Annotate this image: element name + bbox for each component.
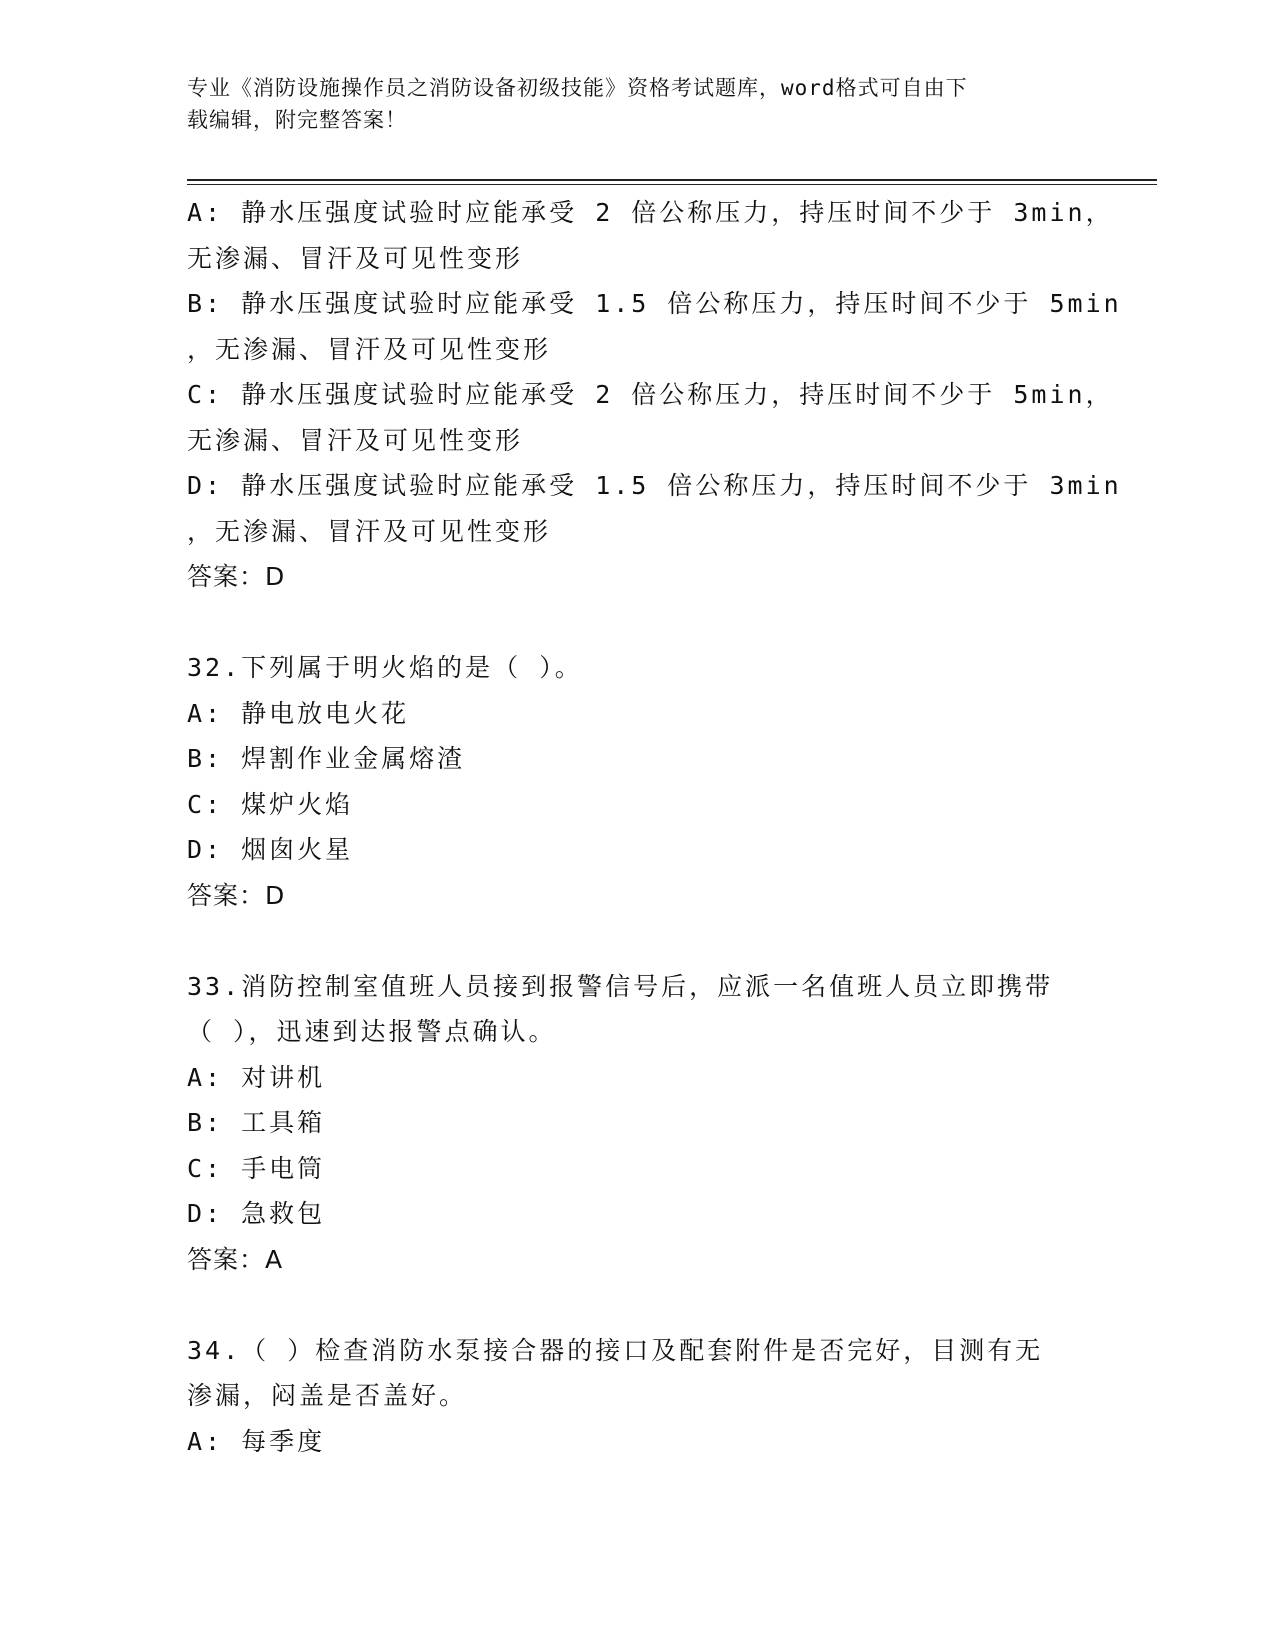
question-text: 32.下列属于明火焰的是（ ）。 — [187, 653, 583, 682]
question-text-line-1: 34.（ ）检查消防水泵接合器的接口及配套附件是否完好，目测有无 — [187, 1335, 1044, 1365]
option-c: C: 煤炉火焰 — [187, 789, 354, 819]
answer-text: 答案：A — [187, 1244, 284, 1274]
option-a: A: 静电放电火花 — [187, 698, 410, 728]
answer-text: 答案：D — [187, 880, 286, 910]
option-c-line-1: C: 静水压强度试验时应能承受 2 倍公称压力，持压时间不少于 5min， — [187, 380, 1114, 409]
header-rule-thin — [187, 184, 1157, 185]
question-text-line-2: （ ），迅速到达报警点确认。 — [187, 1017, 557, 1046]
question-block-34 — [187, 1328, 1157, 1465]
header-line-2: 载编辑，附完整答案！ — [187, 108, 407, 132]
option-b: B: 焊割作业金属熔渣 — [187, 744, 466, 773]
answer-text: 答案：D — [187, 562, 286, 591]
option-c-line-2: 无渗漏、冒汗及可见性变形 — [187, 425, 524, 455]
option-d-line-2: ，无渗漏、冒汗及可见性变形 — [187, 516, 552, 546]
option-d: D: 急救包 — [187, 1199, 326, 1228]
option-a-line-2: 无渗漏、冒汗及可见性变形 — [187, 243, 524, 273]
option-a-line-1: A: 静水压强度试验时应能承受 2 倍公称压力，持压时间不少于 3min， — [187, 198, 1114, 227]
question-list — [187, 190, 1157, 1464]
question-block-33 — [187, 964, 1157, 1283]
question-text-line-1: 33.消防控制室值班人员接到报警信号后，应派一名值班人员立即携带 — [187, 971, 1054, 1001]
question-block-32 — [187, 645, 1157, 918]
option-d: D: 烟囱火星 — [187, 835, 354, 864]
question-text-line-2: 渗漏，闷盖是否盖好。 — [187, 1381, 468, 1410]
question-block-31 — [187, 190, 1157, 600]
option-a: A: 对讲机 — [187, 1062, 326, 1092]
document-header — [187, 72, 1077, 136]
header-rule-thick — [187, 179, 1157, 181]
option-a: A: 每季度 — [187, 1426, 326, 1456]
option-b: B: 工具箱 — [187, 1108, 326, 1137]
header-line-1: 专业《消防设施操作员之消防设备初级技能》资格考试题库，word格式可自由下 — [187, 76, 968, 100]
option-b-line-1: B: 静水压强度试验时应能承受 1.5 倍公称压力，持压时间不少于 5min — [187, 289, 1122, 318]
option-c: C: 手电筒 — [187, 1153, 326, 1183]
option-b-line-2: ，无渗漏、冒汗及可见性变形 — [187, 334, 552, 364]
option-d-line-1: D: 静水压强度试验时应能承受 1.5 倍公称压力，持压时间不少于 3min — [187, 471, 1122, 500]
